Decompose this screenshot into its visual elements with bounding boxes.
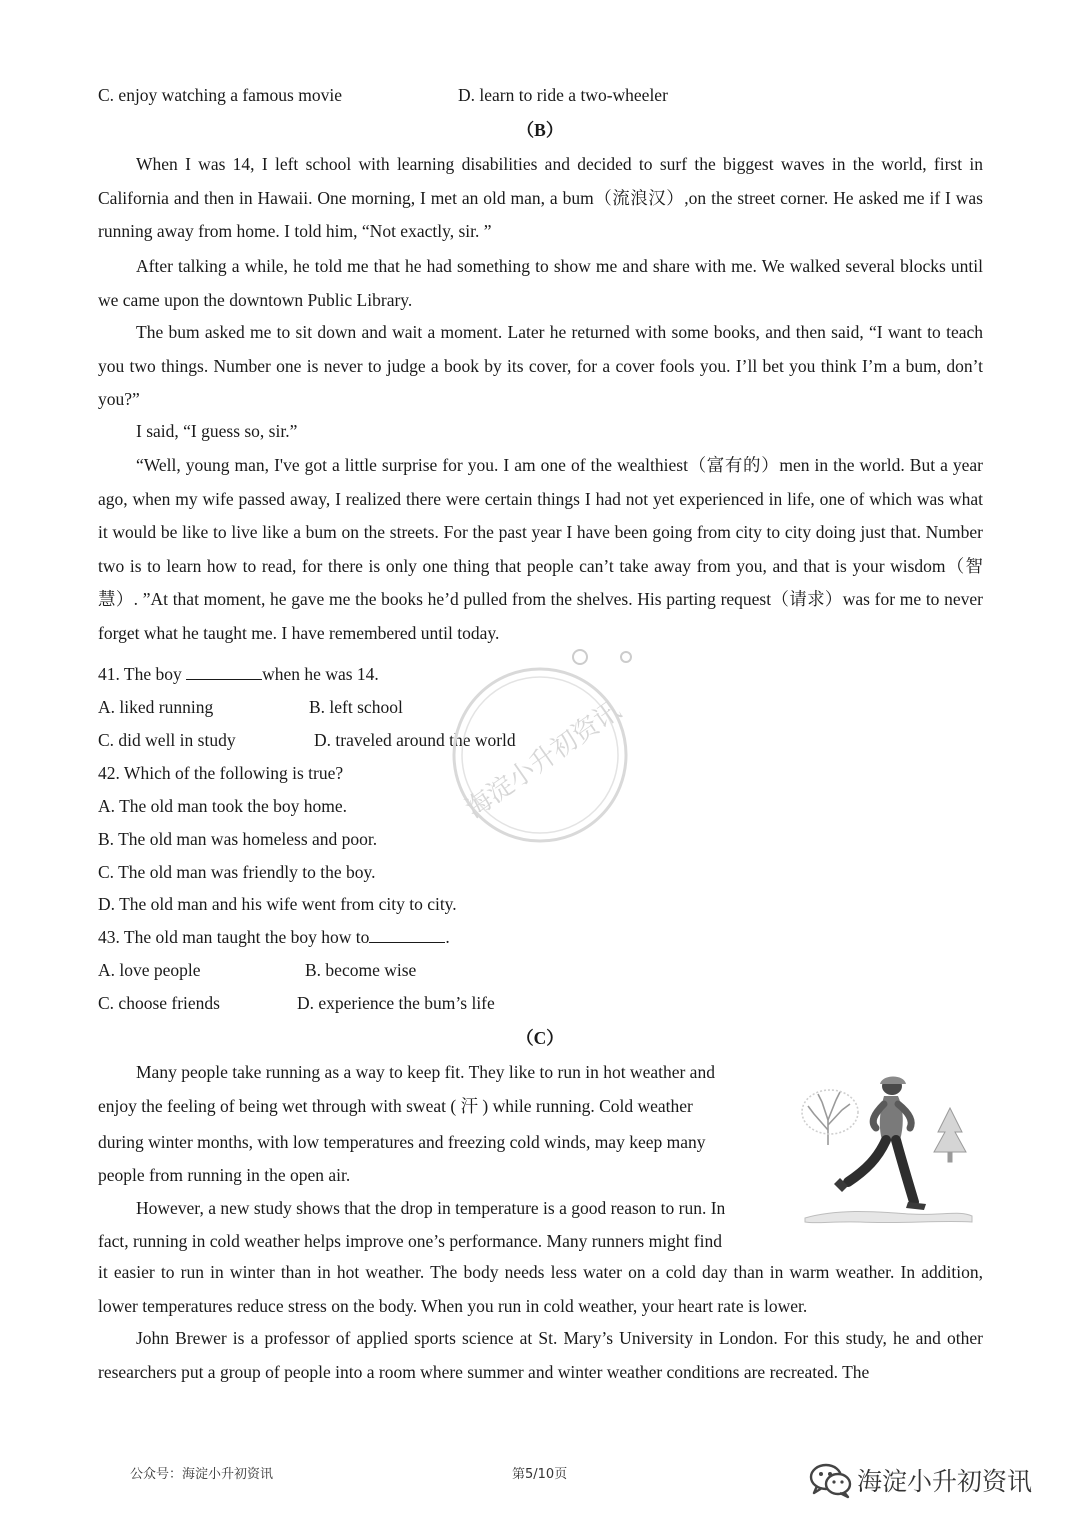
section-c-heading: （C） xyxy=(516,1028,564,1048)
question-43-stem: 43. The old man taught the boy how to . xyxy=(98,927,450,947)
footer-account: 公众号：海淀小升初资讯 xyxy=(130,1467,274,1482)
watermark-seal xyxy=(440,645,640,855)
section-b-heading: （B） xyxy=(516,120,564,140)
section-b-paragraph-5: “Well, young man, I've got a little surprise for you. I am one of the wealthiest（富有的）men in the world. But a year ago, when my wife passed away, I realized there were certain things I had not yet experienced in life, one of which was what it would be like to live like a bum on the streets. For the past year I have been going from city to city doing just that. Number two is to learn how to read, for there is only one thing that people can’t take away from you, and that is your wisdom（智慧）. ”At that moment, he gave me the books he’d pulled from the shelves. His parting request（请求）was for me to never forget what he taught me. I have remembered until today. xyxy=(98,455,983,643)
q41-option-d: D. traveled around the world xyxy=(314,730,516,750)
option-c-prev: C. enjoy watching a famous movie xyxy=(98,85,342,105)
question-41-stem: 41. The boy when he was 14. xyxy=(98,664,379,684)
question-42-stem: 42. Which of the following is true? xyxy=(98,763,344,783)
section-c-p1-line-1: Many people take running as a way to keep fit. They like to run in hot weather and xyxy=(136,1062,715,1082)
snow-ground xyxy=(805,1212,972,1223)
wechat-icon xyxy=(808,1460,854,1500)
section-b-paragraph-3: The bum asked me to sit down and wait a moment. Later he returned with some books, and then said, “I want to teach you two things. Number one is never to judge a book by its cover, for a cover fools you. I’ll bet you think I’m a bum, don’t you?” xyxy=(98,322,983,409)
section-c-p2-line-2: fact, running in cold weather helps improve one’s performance. Many runners might find xyxy=(98,1231,722,1251)
answer-blank xyxy=(186,663,262,680)
q41-option-a: A. liked running xyxy=(98,697,214,717)
q42-option-c: C. The old man was friendly to the boy. xyxy=(98,862,376,882)
q42-option-b: B. The old man was homeless and poor. xyxy=(98,829,378,849)
q42-option-d: D. The old man and his wife went from city to city. xyxy=(98,894,457,914)
watermark-text: 海淀小升初资讯 xyxy=(460,695,627,825)
answer-blank xyxy=(369,926,445,943)
q41-option-b: B. left school xyxy=(309,697,403,717)
q43-option-b: B. become wise xyxy=(305,960,417,980)
q43-option-a: A. love people xyxy=(98,960,201,980)
footer-brand-name: 海淀小升初资讯 xyxy=(857,1467,1033,1496)
q41-option-c: C. did well in study xyxy=(98,730,236,750)
section-c-p1-line-3: during winter months, with low temperatures and freezing cold winds, may keep many xyxy=(98,1132,706,1152)
section-c-p2-line-1: However, a new study shows that the drop in temperature is a good reason to run. In xyxy=(136,1198,726,1218)
section-b-paragraph-2: After talking a while, he told me that he had something to show me and share with me. We walked several blocks until we came upon the downtown Public Library. xyxy=(98,256,983,310)
section-b-paragraph-4: I said, “I guess so, sir.” xyxy=(136,421,298,441)
q43-option-d: D. experience the bum’s life xyxy=(297,993,495,1013)
section-c-p1-line-4: people from running in the open air. xyxy=(98,1165,351,1185)
q42-option-a: A. The old man took the boy home. xyxy=(98,796,348,816)
section-c-p1-line-2: enjoy the feeling of being wet through with sweat ( 汗 ) while running. Cold weather xyxy=(98,1096,693,1116)
runner-illustration xyxy=(800,1070,975,1230)
section-b-paragraph-1: When I was 14, I left school with learning disabilities and decided to surf the biggest waves in the world, first in California and then in Hawaii. One morning, I met an old man, a bum（流浪汉）,on the street corner. He asked me if I was running away from home. I told him, “Not exactly, sir. ” xyxy=(98,154,983,241)
section-c-p2-rest: it easier to run in winter than in hot weather. The body needs less water on a cold day than in warm weather. In addition, lower temperatures reduce stress on the body. When you run in cold weather, your heart rate is lower. xyxy=(98,1262,983,1316)
section-c-paragraph-3: John Brewer is a professor of applied sports science at St. Mary’s University in London. For this study, he and other researchers put a group of people into a room where summer and winter weather conditions are recreated. The xyxy=(98,1328,983,1382)
tree-left xyxy=(802,1090,858,1145)
q43-option-c: C. choose friends xyxy=(98,993,220,1013)
tree-right xyxy=(934,1108,966,1162)
footer-page-number: 第5/10页 xyxy=(512,1467,568,1482)
runner-figure xyxy=(834,1077,926,1211)
option-d-prev: D. learn to ride a two-wheeler xyxy=(458,85,668,105)
